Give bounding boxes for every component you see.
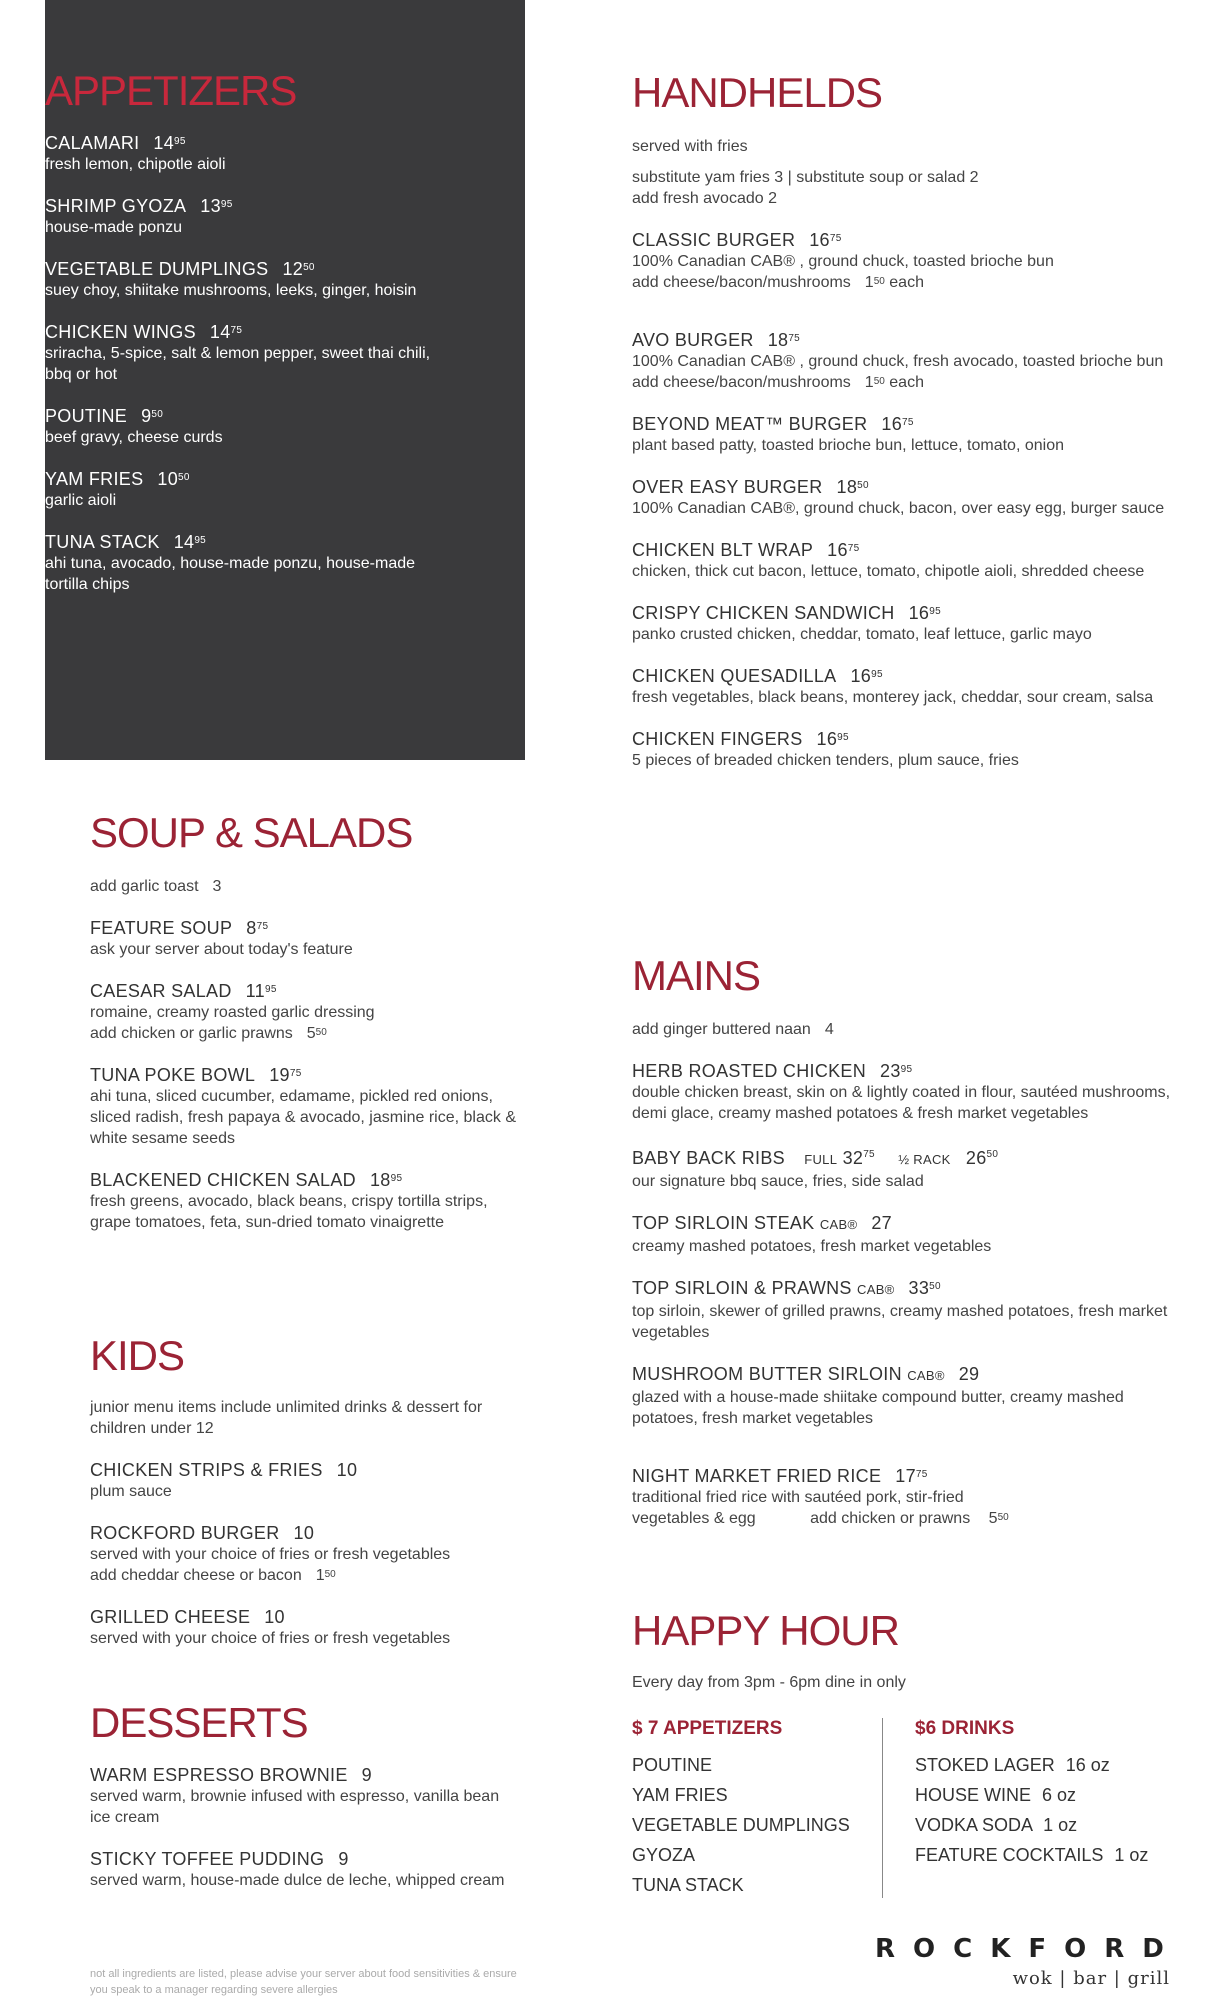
happy-hour-subtitle: Every day from 3pm - 6pm dine in only	[632, 1674, 906, 1691]
kids-note: junior menu items include unlimited drinks & dessert for children under 12	[90, 1399, 483, 1437]
menu-item-top-sirloin-steak: TOP SIRLOIN STEAK CAB® 27 creamy mashed potatoes, fresh market vegetables	[632, 1213, 992, 1255]
menu-item-herb-roasted-chicken: HERB ROASTED CHICKEN $23^{95}$ double chicken breast, skin on & lightly coated in flour, sautéed mushrooms, demi glace, creamy mashed potatoes & fresh market vegetables	[632, 1061, 1171, 1122]
menu-item-caesar-salad: CAESAR SALAD $11^{95}$ romaine, creamy roasted garlic dressing add chicken or garlic prawns $5^{50}$	[90, 981, 375, 1042]
menu-item-sticky-toffee-pudding: STICKY TOFFEE PUDDING 9 served warm, house-made dulce de leche, whipped cream	[90, 1849, 505, 1889]
menu-item-warm-espresso-brownie: WARM ESPRESSO BROWNIE 9 served warm, brownie infused with espresso, vanilla bean ice cream	[90, 1765, 500, 1826]
hh-drink-house-wine: HOUSE WINE 6 oz	[915, 1785, 1077, 1805]
menu-item-baby-back-ribs: BABY BACK RIBS FULL $32^{75}$ ½ RACK $26^{50}$ our signature bbq sauce, fries, side salad	[632, 1148, 999, 1190]
happy-hour-drinks	[915, 1718, 1185, 1870]
menu-item-chicken-strips-fries: CHICKEN STRIPS & FRIES 10 plum sauce	[90, 1460, 358, 1500]
menu-item-avo-burger: AVO BURGER $18^{75}$ 100% Canadian CAB® , ground chuck, fresh avocado, toasted brioche bun add cheese/bacon/mushrooms $1^{50}$ each	[632, 330, 1164, 391]
hh-appetizers-title: $ 7 APPETIZERS	[632, 1718, 783, 1739]
hh-appetizer-yam-fries: YAM FRIES	[632, 1785, 728, 1805]
hh-drinks-title: $6 DRINKS	[915, 1718, 1015, 1739]
handhelds-title: HANDHELDS	[632, 69, 883, 116]
menu-item-crispy-chicken-sandwich: CRISPY CHICKEN SANDWICH $16^{95}$ panko crusted chicken, cheddar, tomato, leaf lettuce, garlic mayo	[632, 603, 1092, 643]
menu-item-grilled-cheese: GRILLED CHEESE 10 served with your choice of fries or fresh vegetables	[90, 1607, 451, 1647]
menu-item-tuna-stack: TUNA STACK $14^{95}$ ahi tuna, avocado, house-made ponzu, house-made tortilla chips	[45, 532, 416, 593]
hh-appetizer-vegetable-dumplings: VEGETABLE DUMPLINGS	[632, 1815, 850, 1835]
menu-item-feature-soup: FEATURE SOUP $8^{75}$ ask your server about today's feature	[90, 918, 353, 958]
desserts-section	[90, 1699, 520, 1891]
menu-item-blackened-chicken-salad: BLACKENED CHICKEN SALAD $18^{95}$ fresh greens, avocado, black beans, crispy tortilla strips, grape tomatoes, feta, sun-dried tomato vinaigrette	[90, 1170, 488, 1231]
hh-appetizer-gyoza: GYOZA	[632, 1845, 696, 1865]
menu-item-mushroom-butter-sirloin: MUSHROOM BUTTER SIRLOIN CAB® 29 glazed with a house-made shiitake compound butter, creamy mashed potatoes, fresh market vegetables	[632, 1364, 1124, 1427]
handhelds-note-1: served with fries	[632, 138, 748, 155]
handhelds-note-3: add fresh avocado 2	[632, 190, 777, 207]
hh-appetizer-poutine: POUTINE	[632, 1755, 713, 1775]
happy-hour-title: HAPPY HOUR	[632, 1607, 899, 1654]
menu-item-chicken-quesadilla: CHICKEN QUESADILLA $16^{95}$ fresh vegetables, black beans, monterey jack, cheddar, sour cream, salsa	[632, 666, 1154, 706]
rockford-logo-tagline: wok | bar | grill	[1012, 1968, 1170, 1989]
hh-drink-feature-cocktails: FEATURE COCKTAILS 1 oz	[915, 1845, 1149, 1865]
menu-item-rockford-burger: ROCKFORD BURGER 10 served with your choice of fries or fresh vegetables add cheddar cheese or bacon $1^{50}$	[90, 1523, 451, 1584]
menu-item-chicken-wings: CHICKEN WINGS $14^{75}$ sriracha, 5-spice, salt & lemon pepper, sweet thai chili, bbq or hot	[45, 322, 431, 383]
menu-item-chicken-blt-wrap: CHICKEN BLT WRAP $16^{75}$ chicken, thick cut bacon, lettuce, tomato, chipotle aioli, shredded cheese	[632, 540, 1145, 580]
soups-title: SOUP & SALADS	[90, 809, 413, 856]
appetizers-title: APPETIZERS	[45, 67, 297, 114]
menu-item-beyond-meat-burger: BEYOND MEAT™ BURGER $16^{75}$ plant based patty, toasted brioche bun, lettuce, tomato, onion	[632, 414, 1064, 454]
menu-item-tuna-poke-bowl: TUNA POKE BOWL $19^{75}$ ahi tuna, sliced cucumber, edamame, pickled red onions, sliced radish, fresh papaya & avocado, jasmine rice, black & white sesame seeds	[90, 1065, 516, 1147]
menu-item-night-market-fried-rice: NIGHT MARKET FRIED RICE $17^{75}$ traditional fried rice with sautéed pork, stir-fried vegetables & egg add chicken or prawns $5^{50}$	[632, 1466, 1009, 1527]
mains-note: add ginger buttered naan 4	[632, 1021, 834, 1038]
menu-item-vegetable-dumplings: VEGETABLE DUMPLINGS $12^{50}$ suey choy, shiitake mushrooms, leeks, ginger, hoisin	[45, 259, 417, 299]
kids-section	[90, 1332, 520, 1649]
desserts-title: DESSERTS	[90, 1699, 308, 1746]
mains-title: MAINS	[632, 952, 761, 999]
soups-section	[90, 809, 520, 1233]
menu-item-top-sirloin-prawns: TOP SIRLOIN & PRAWNS CAB® $33^{50}$ top sirloin, skewer of grilled prawns, creamy mashed potatoes, fresh market vegetables	[632, 1278, 1168, 1341]
kids-title: KIDS	[90, 1332, 185, 1379]
allergy-disclaimer: not all ingredients are listed, please advise your server about food sensitivities & ensure you speak to a manager regarding severe allergies	[90, 1968, 517, 1996]
appetizers-section	[45, 67, 445, 595]
hh-drink-vodka-soda: VODKA SODA 1 oz	[915, 1815, 1078, 1835]
mains-section	[632, 952, 1172, 1529]
rockford-logo: ROCKFORD	[875, 1934, 1182, 1964]
menu-item-chicken-fingers: CHICKEN FINGERS $16^{95}$ 5 pieces of breaded chicken tenders, plum sauce, fries	[632, 729, 1019, 769]
menu-item-shrimp-gyoza: SHRIMP GYOZA $13^{95}$ house-made ponzu	[45, 196, 233, 236]
handhelds-section	[632, 69, 1172, 771]
handhelds-note-2: substitute yam fries 3 | substitute soup or salad 2	[632, 169, 979, 186]
menu-item-classic-burger: CLASSIC BURGER $16^{75}$ 100% Canadian CAB® , ground chuck, toasted brioche bun add cheese/bacon/mushrooms $1^{50}$ each	[632, 230, 1054, 291]
hh-drink-stoked-lager: STOKED LAGER 16 oz	[915, 1755, 1110, 1775]
menu-item-yam-fries: YAM FRIES $10^{50}$ garlic aioli	[45, 469, 190, 509]
happy-hour-divider	[882, 1718, 883, 1898]
menu-item-poutine: POUTINE $9^{50}$ beef gravy, cheese curds	[45, 406, 223, 446]
menu-item-over-easy-burger: OVER EASY BURGER $18^{50}$ 100% Canadian CAB®, ground chuck, bacon, over easy egg, burger sauce	[632, 477, 1165, 517]
hh-appetizer-tuna-stack: TUNA STACK	[632, 1875, 744, 1895]
happy-hour-section	[632, 1607, 1172, 1693]
soups-note: add garlic toast 3	[90, 878, 222, 895]
happy-hour-appetizers	[632, 1718, 872, 1900]
menu-item-calamari: CALAMARI $14^{95}$ fresh lemon, chipotle aioli	[45, 133, 226, 173]
